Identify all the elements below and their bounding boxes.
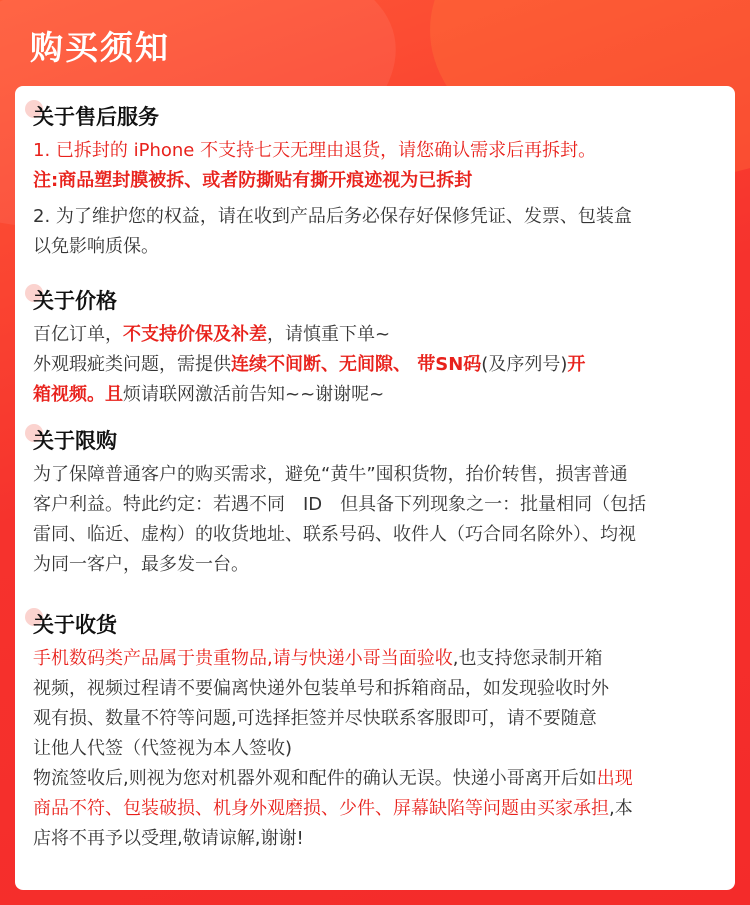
highlight-segment: 箱视频。且 bbox=[33, 384, 123, 405]
section-title-text: 关于售后服务 bbox=[33, 105, 159, 129]
notice-card bbox=[15, 86, 735, 890]
section-title bbox=[33, 610, 723, 640]
text-segment: ,也支持您录制开箱 bbox=[452, 648, 603, 669]
section-title bbox=[33, 102, 723, 132]
text-segment: 外观瑕疵类问题，需提供 bbox=[33, 354, 231, 375]
text-segment: 烦请联网激活前告知~~谢谢呢~ bbox=[123, 384, 385, 405]
price-line-2 bbox=[33, 350, 723, 380]
text-segment: 百亿订单， bbox=[33, 324, 123, 345]
return-policy-line: 1. 已拆封的 iPhone 不支持七天无理由退货，请您确认需求后再拆封。 bbox=[33, 140, 597, 161]
section-purchase-limit bbox=[33, 426, 723, 580]
receiving-line-7: 店将不再予以受理,敬请谅解,谢谢! bbox=[33, 828, 304, 849]
text-segment: 物流签收后,则视为您对机器外观和配件的确认无误。快递小哥离开后如 bbox=[33, 768, 597, 789]
receiving-line-6 bbox=[33, 794, 723, 824]
receiving-line-4: 让他人代签（代签视为本人签收) bbox=[33, 738, 293, 759]
highlight-segment: 出现 bbox=[596, 768, 633, 789]
section-title-text: 关于收货 bbox=[33, 613, 117, 637]
section-price bbox=[33, 286, 723, 410]
price-line-1 bbox=[33, 320, 723, 350]
highlight-segment: 手机数码类产品属于贵重物品,请与快递小哥当面验收 bbox=[33, 648, 453, 669]
receiving-line-1 bbox=[33, 644, 723, 674]
section-receiving bbox=[33, 610, 723, 854]
highlight-segment: 不支持价保及补差 bbox=[123, 324, 267, 345]
receiving-line-3: 观有损、数量不符等问题,可选择拒签并尽快联系客服即可，请不要随意 bbox=[33, 708, 597, 729]
warranty-line-cont: 以免影响质保。 bbox=[33, 236, 159, 257]
highlight-segment: 商品不符、包装破损、机身外观磨损、少件、屏幕缺陷等问题由买家承担 bbox=[33, 798, 609, 819]
section-after-sales bbox=[33, 102, 723, 262]
highlight-segment: 连续不间断、无间隙、 带SN码 bbox=[231, 354, 482, 375]
unsealed-note-line: 注:商品塑封膜被拆、或者防撕贴有撕开痕迹视为已拆封 bbox=[33, 170, 473, 191]
warranty-line: 2. 为了维护您的权益，请在收到产品后务必保存好保修凭证、发票、包装盒 bbox=[33, 206, 632, 227]
text-segment: ,本 bbox=[609, 798, 633, 819]
price-line-3 bbox=[33, 380, 723, 410]
receiving-line-2: 视频，视频过程请不要偏离快递外包装单号和拆箱商品，如发现验收时外 bbox=[33, 678, 609, 699]
text-segment: (及序列号) bbox=[481, 354, 568, 375]
page-title: 购买须知 bbox=[30, 28, 170, 67]
text-segment: ，请慎重下单~ bbox=[267, 324, 391, 345]
section-title-text: 关于价格 bbox=[33, 289, 117, 313]
section-title bbox=[33, 426, 723, 456]
limit-line-3: 雷同、临近、虚构）的收货地址、联系号码、收件人（巧合同名除外）、均视 bbox=[33, 524, 636, 545]
section-title-text: 关于限购 bbox=[33, 429, 117, 453]
limit-line-2: 客户利益。特此约定：若遇不同 ID 但具备下列现象之一：批量相同（包括 bbox=[33, 494, 647, 515]
highlight-segment: 开 bbox=[567, 354, 586, 375]
limit-line-1: 为了保障普通客户的购买需求，避免“黄牛”囤积货物，抬价转售，损害普通 bbox=[33, 464, 628, 485]
receiving-line-5 bbox=[33, 764, 723, 794]
limit-line-4: 为同一客户，最多发一台。 bbox=[33, 554, 249, 575]
section-title bbox=[33, 286, 723, 316]
